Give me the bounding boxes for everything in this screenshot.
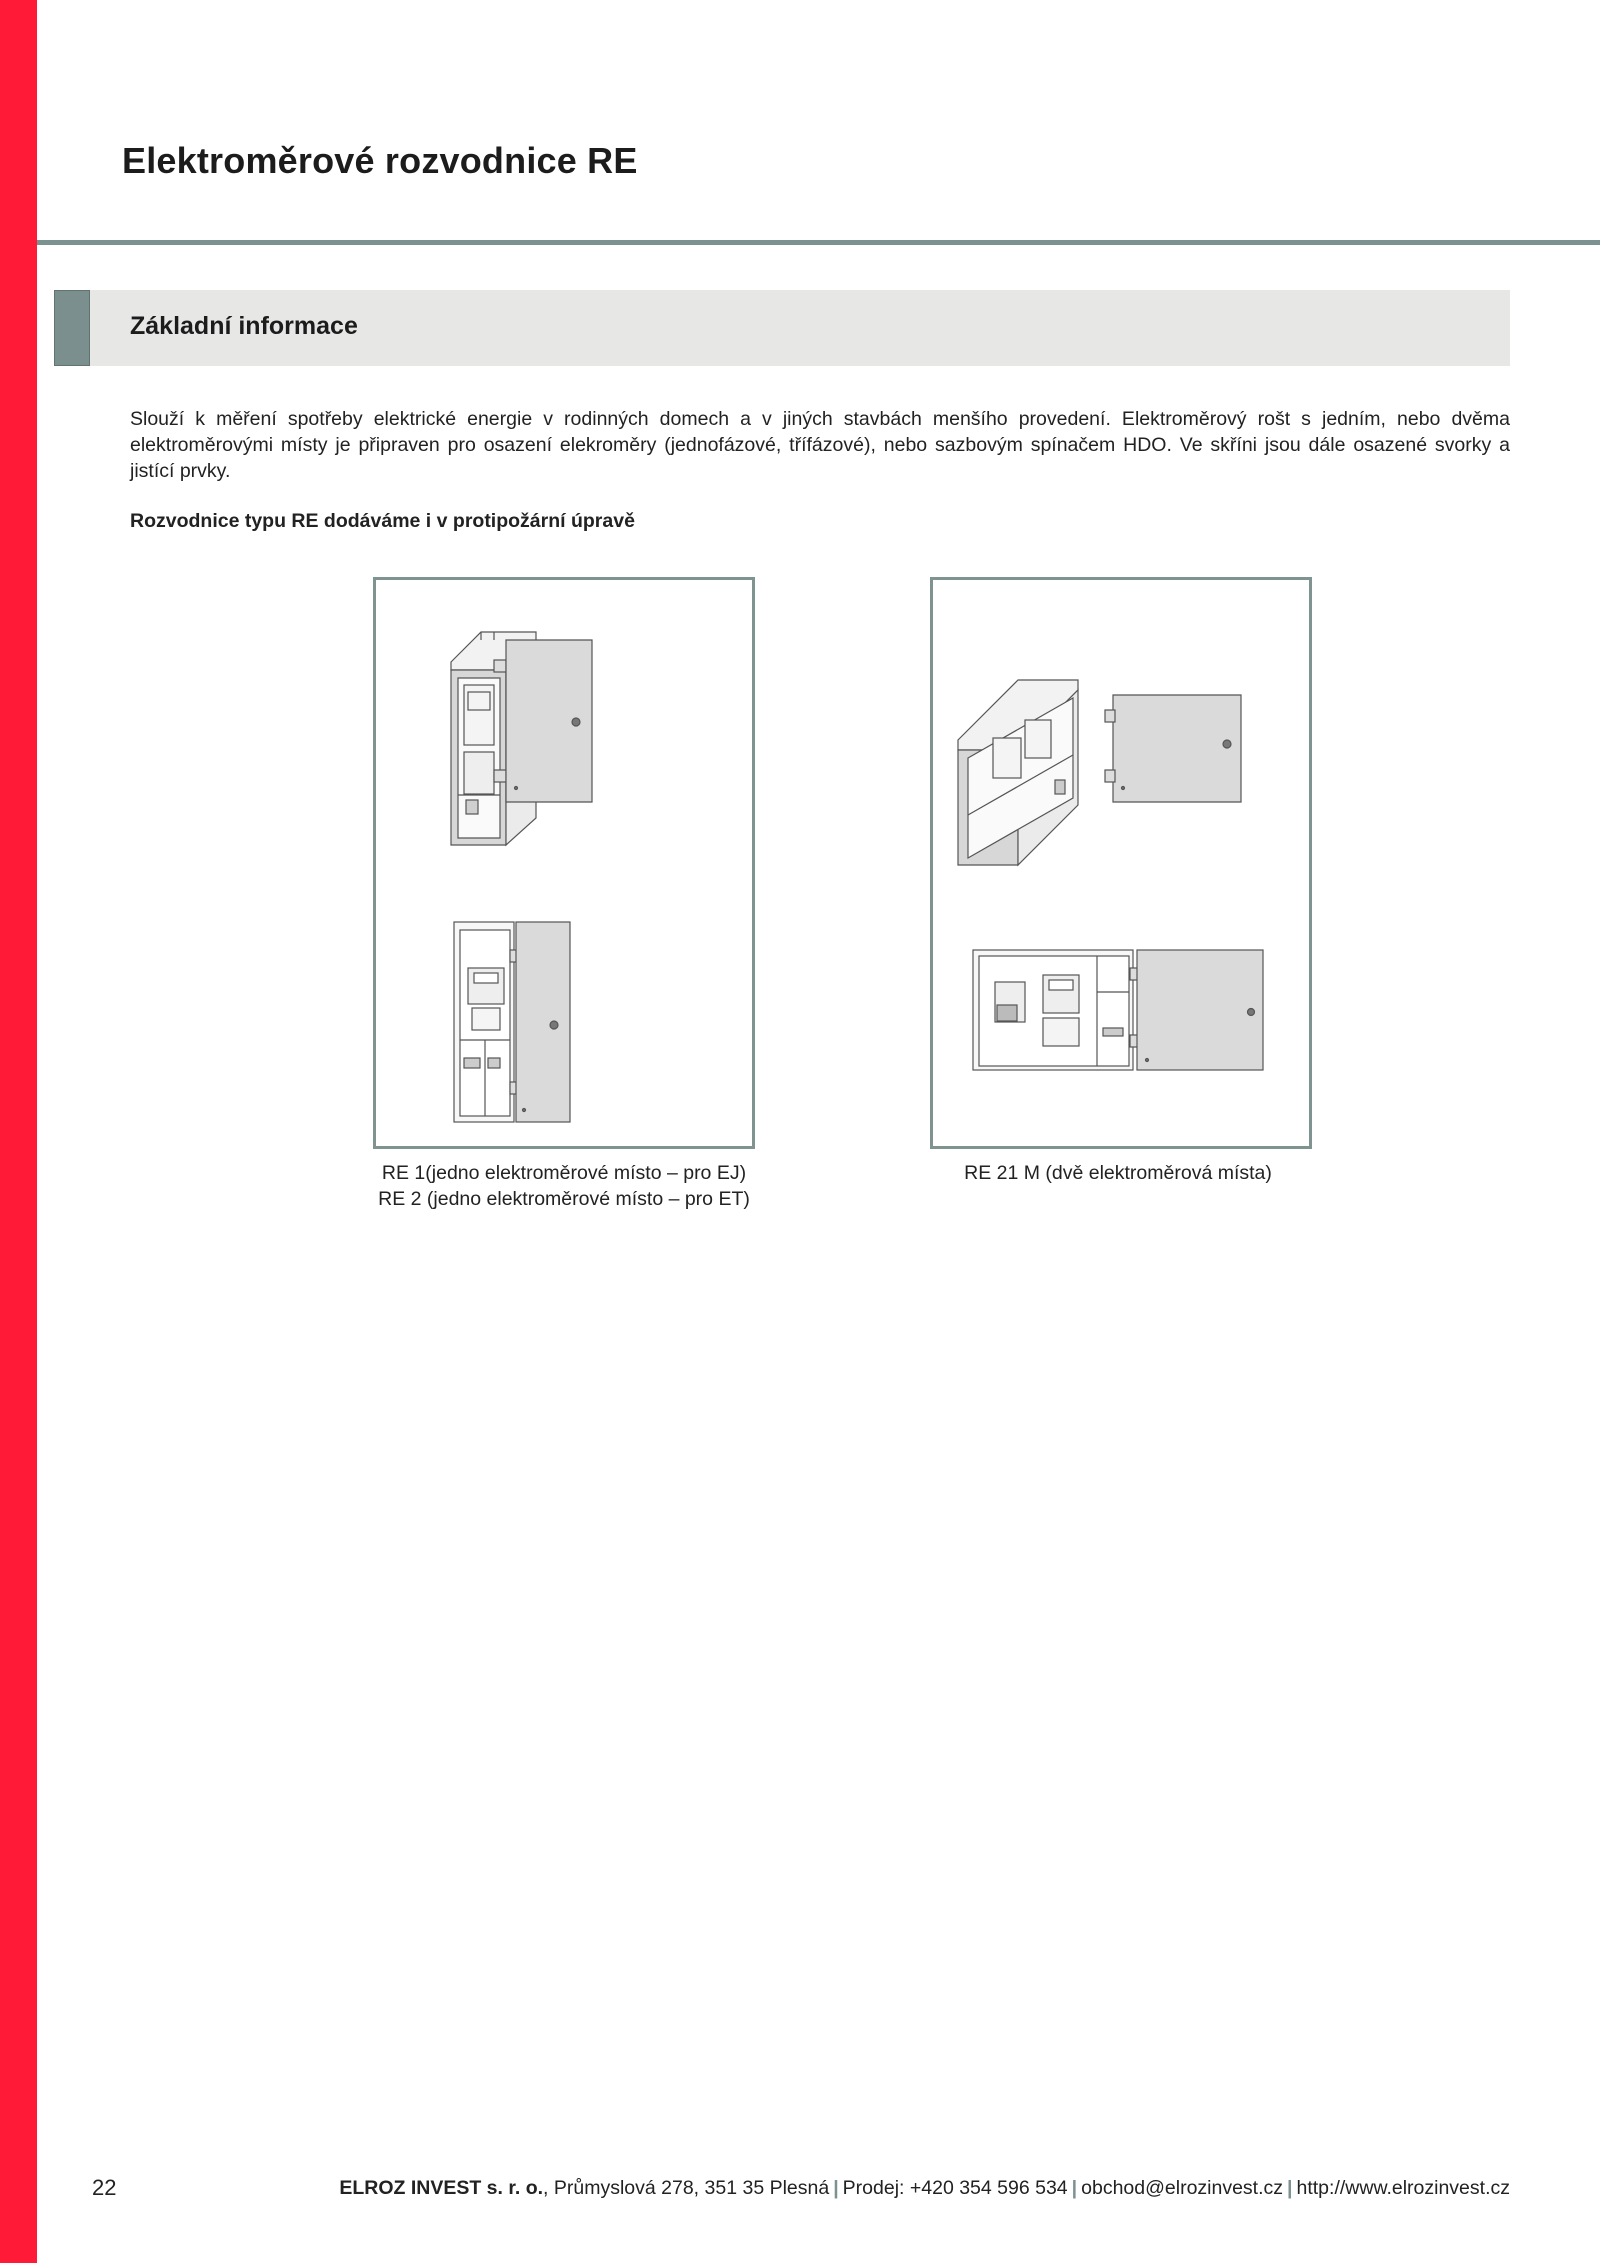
footer-company: ELROZ INVEST s. r. o. (339, 2177, 544, 2199)
section-title: Základní informace (130, 312, 358, 340)
cabinet-front-view (973, 950, 1263, 1070)
figure-re1-re2 (373, 577, 755, 1149)
section-marker (54, 290, 90, 366)
footer-sales: Prodej: +420 354 596 534 (842, 2177, 1068, 2199)
title-divider (37, 240, 1600, 245)
left-accent-bar (0, 0, 37, 2263)
cabinet-single-illustration (376, 580, 752, 1146)
page-title: Elektroměrové rozvodnice RE (122, 140, 638, 181)
caption-line: RE 2 (jedno elektroměrové místo – pro ET) (378, 1188, 750, 1210)
figure-caption-re1-re2 (322, 1160, 806, 1212)
footer-address: , Průmyslová 278, 351 35 Plesná (543, 2177, 830, 2199)
cabinet-iso-view (451, 632, 592, 845)
cabinet-front-view (454, 922, 570, 1122)
cabinet-double-illustration (933, 580, 1309, 1146)
footer-email[interactable]: obchod@elrozinvest.cz (1081, 2177, 1284, 2199)
footer-website[interactable]: http://www.elrozinvest.cz (1296, 2177, 1510, 2199)
section-header (54, 290, 1510, 366)
fireproof-note: Rozvodnice typu RE dodáváme i v protipožární úpravě (130, 510, 635, 532)
footer-contact: ELROZ INVEST s. r. o., Průmyslová 278, 351 35 Plesná | Prodej: +420 354 596 534 | obchod@elrozinvest.cz | http://www.elrozinvest.cz (339, 2177, 1510, 2199)
caption-line: RE 21 M (dvě elektroměrová místa) (964, 1162, 1272, 1184)
caption-line: RE 1(jedno elektroměrové místo – pro EJ) (381, 1162, 747, 1184)
figure-caption-re21m (880, 1160, 1356, 1186)
figure-re21m (930, 577, 1312, 1149)
page-number: 22 (92, 2175, 117, 2200)
description-paragraph: Slouží k měření spotřeby elektrické energie v rodinných domech a v jiných stavbách menšího provedení. Elektroměrový rošt s jedním, nebo dvěma elektroměrovými místy je připraven pro osazení elekroměry (jednofázové, třífázové), nebo sazbovým spínačem HDO. Ve skříni jsou dále osazené svorky a jistící prvky. (130, 408, 1510, 482)
cabinet-iso-view (958, 680, 1241, 865)
